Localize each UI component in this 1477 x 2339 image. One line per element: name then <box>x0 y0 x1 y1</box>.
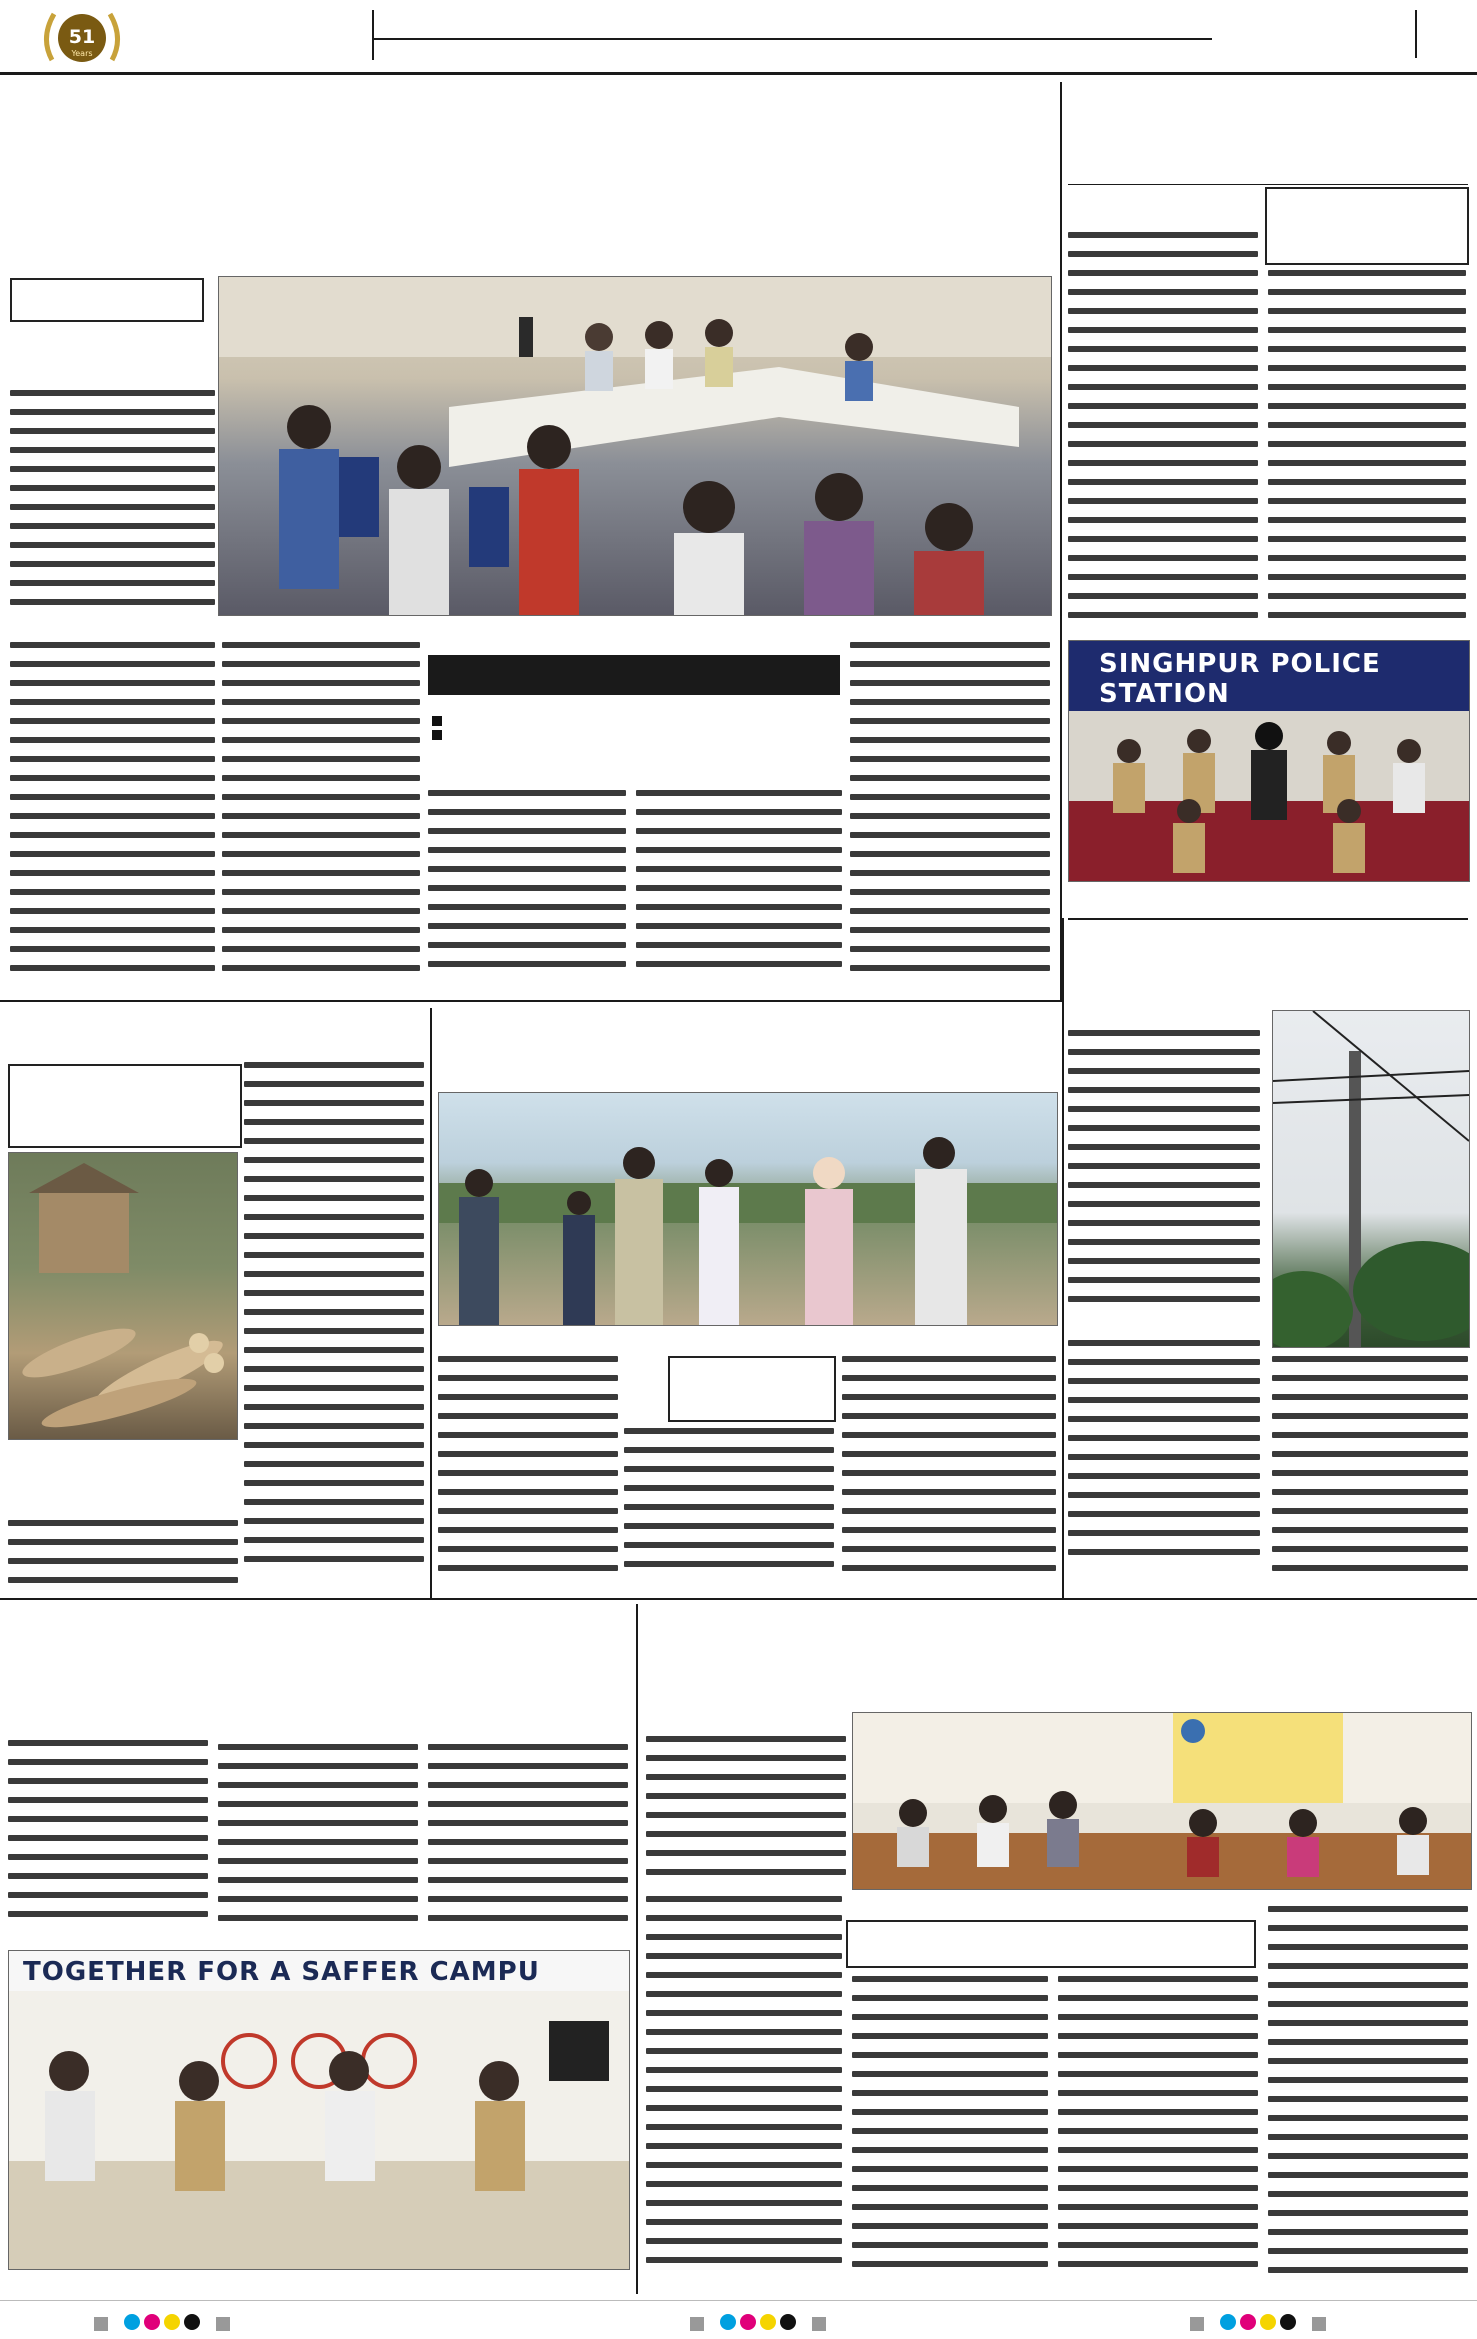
bottom-section-rule <box>0 1598 1477 1600</box>
mangrove-visit-photo <box>438 1092 1058 1326</box>
masthead-rule <box>372 38 1212 40</box>
health-column-5 <box>1268 1906 1468 2292</box>
discipline-subhead-bar <box>218 1700 638 1736</box>
logs-scene <box>9 1153 237 1439</box>
cmyk-dots-icon <box>122 2314 202 2334</box>
grey-bar-icon <box>94 2317 108 2331</box>
registration-marks-right <box>1190 2314 1326 2334</box>
health-column-4 <box>1058 1976 1258 2292</box>
place-label-box <box>10 278 204 322</box>
main-story-column-2 <box>10 642 215 992</box>
light-story-column-1 <box>1068 1030 1260 1330</box>
panchayat-scene <box>853 1713 1471 1889</box>
health-column-2 <box>646 1896 842 2292</box>
logs-photo <box>8 1152 238 1440</box>
grey-bar-icon <box>690 2317 704 2331</box>
discipline-column-3 <box>428 1744 628 1940</box>
masthead-bottom-rule <box>0 72 1477 75</box>
police-banner-text: SINGHPUR POLICE STATION <box>1099 649 1381 709</box>
grey-bar-icon <box>812 2317 826 2331</box>
campus-banner-text: TOGETHER FOR A SAFFER CAMPU <box>23 1957 540 1987</box>
mangrove-story-column-3 <box>842 1356 1056 1590</box>
health-column-3 <box>852 1976 1048 2292</box>
land-story-column-2 <box>8 1520 238 1590</box>
discipline-column-2 <box>218 1744 418 1940</box>
light-story-column-3 <box>1272 1356 1468 1590</box>
land-box-title <box>8 1064 242 1148</box>
right-story-column-2 <box>1268 270 1466 632</box>
column-divider-main <box>1060 82 1062 1000</box>
mangrove-story-column-1 <box>438 1356 618 1590</box>
middle-section-rule <box>0 1000 1062 1002</box>
badge-bottom-text: Years <box>71 49 93 58</box>
column-divider-bottom <box>636 1604 638 2294</box>
column-divider-land <box>430 1008 432 1598</box>
grey-bar-icon <box>1190 2317 1204 2331</box>
bullet-square-icon <box>432 716 442 726</box>
cmyk-dots-icon <box>1218 2314 1298 2334</box>
panchayat-meeting-photo <box>852 1712 1472 1890</box>
police-station-photo <box>1068 640 1470 882</box>
light-story-column-2 <box>1068 1340 1260 1590</box>
main-bullets <box>432 712 842 744</box>
bullet-square-icon <box>432 730 442 740</box>
main-story-column-3 <box>222 642 420 992</box>
registration-marks-center <box>690 2314 826 2334</box>
bullet-item <box>432 730 842 740</box>
right-section-rule <box>1068 918 1468 920</box>
mangrove-scene <box>439 1093 1057 1325</box>
meeting-scene <box>219 277 1051 615</box>
grey-bar-icon <box>1312 2317 1326 2331</box>
mangrove-box-title <box>668 1356 836 1422</box>
footer-rule <box>0 2300 1477 2301</box>
grey-bar-icon <box>216 2317 230 2331</box>
cmyk-dots-icon <box>718 2314 798 2334</box>
masthead-divider <box>372 10 374 60</box>
right-story-column-1 <box>1068 232 1258 632</box>
main-subhead-box <box>428 655 840 695</box>
right-headline-rule <box>1068 184 1468 185</box>
health-subhead-box <box>846 1920 1256 1968</box>
discipline-column-1 <box>8 1740 208 1940</box>
campus-scene <box>9 1951 629 2269</box>
mangrove-story-column-2 <box>624 1428 834 1590</box>
registration-marks-left <box>94 2314 230 2334</box>
main-story-column-6 <box>850 642 1050 992</box>
bullet-item <box>432 716 842 726</box>
column-divider-middle <box>1062 918 1064 1598</box>
section-divider <box>1415 10 1417 58</box>
main-story-column-4 <box>428 790 626 990</box>
electric-pole-photo <box>1272 1010 1470 1348</box>
saffer-campus-photo <box>8 1950 630 2270</box>
main-meeting-photo <box>218 276 1052 616</box>
land-story-column-1 <box>244 1062 424 1582</box>
masthead <box>0 0 1477 75</box>
badge-number: 51 <box>68 26 96 48</box>
health-column-1 <box>646 1736 846 1888</box>
main-story-column-5 <box>636 790 842 990</box>
main-story-column-1 <box>10 390 215 630</box>
right-side-box <box>1265 187 1469 265</box>
anniversary-badge <box>38 4 126 68</box>
pole-scene <box>1273 1011 1469 1347</box>
